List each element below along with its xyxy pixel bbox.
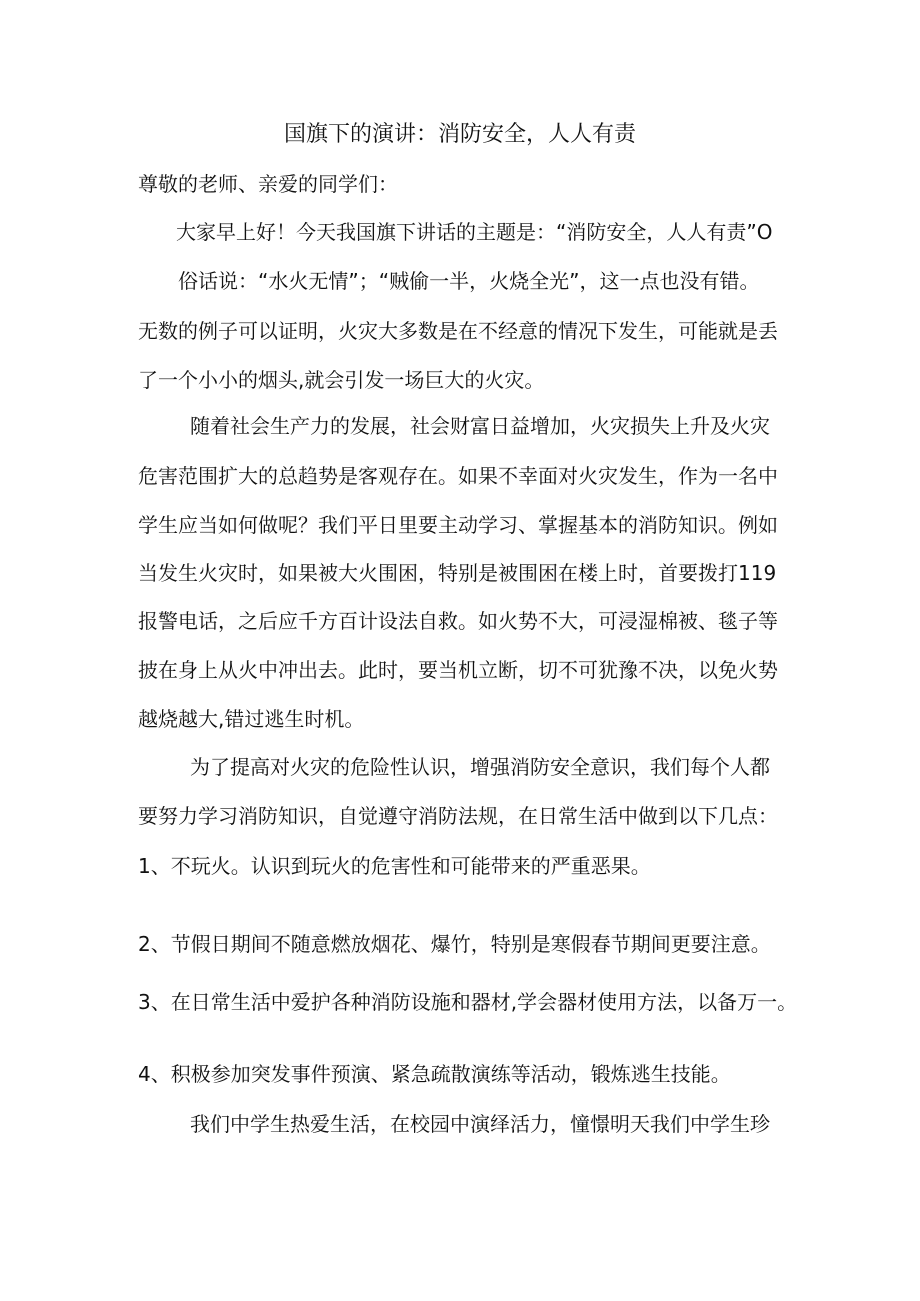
paragraph-line: 随着社会生产力的发展，社会财富日益增加，火灾损失上升及火灾	[190, 414, 770, 438]
paragraph-line: 俗话说：“水火无情”；“贼偷一半，火烧全光”，这一点也没有错。	[178, 269, 760, 293]
list-item: 1、不玩火。认识到玩火的危害性和可能带来的严重恶果。	[138, 854, 651, 878]
paragraph-line: 为了提高对火灾的危险性认识，增强消防安全意识，我们每个人都	[190, 755, 770, 779]
paragraph-line: 学生应当如何做呢？我们平日里要主动学习、掌握基本的消防知识。例如	[138, 513, 778, 537]
paragraph-line: 报警电话，之后应千方百计设法自救。如火势不大，可浸湿棉被、毯子等	[138, 609, 778, 633]
paragraph-line: 了一个小小的烟头,就会引发一场巨大的火灾。	[138, 368, 545, 392]
paragraph-line: 我们中学生热爱生活，在校园中演绎活力，憧憬明天我们中学生珍	[190, 1112, 770, 1136]
paragraph-line: 当发生火灾时，如果被大火围困，特别是被围困在楼上时，首要拨打119	[138, 561, 777, 585]
document-title: 国旗下的演讲：消防安全，人人有责	[283, 122, 636, 147]
list-item: 3、在日常生活中爱护各种消防设施和器材,学会器材使用方法，以备万一。	[138, 990, 798, 1014]
paragraph-line: 越烧越大,错过逃生时机。	[138, 707, 365, 731]
list-item: 2、节假日期间不随意燃放烟花、爆竹，特别是寒假春节期间更要注意。	[138, 932, 771, 956]
paragraph-line: 危害范围扩大的总趋势是客观存在。如果不幸面对火灾发生，作为一名中	[138, 464, 778, 488]
salutation: 尊敬的老师、亲爱的同学们：	[138, 172, 398, 196]
list-item: 4、积极参加突发事件预演、紧急疏散演练等活动，锻炼逃生技能。	[138, 1062, 731, 1086]
paragraph-line: 无数的例子可以证明，火灾大多数是在不经意的情况下发生，可能就是丢	[138, 319, 778, 343]
paragraph-line: 披在身上从火中冲出去。此时，要当机立断，切不可犹豫不决，以免火势	[138, 658, 778, 682]
paragraph-line: 大家早上好！今天我国旗下讲话的主题是：“消防安全，人人有责”O	[176, 220, 773, 244]
paragraph-line: 要努力学习消防知识，自觉遵守消防法规，在日常生活中做到以下几点：	[138, 804, 778, 828]
